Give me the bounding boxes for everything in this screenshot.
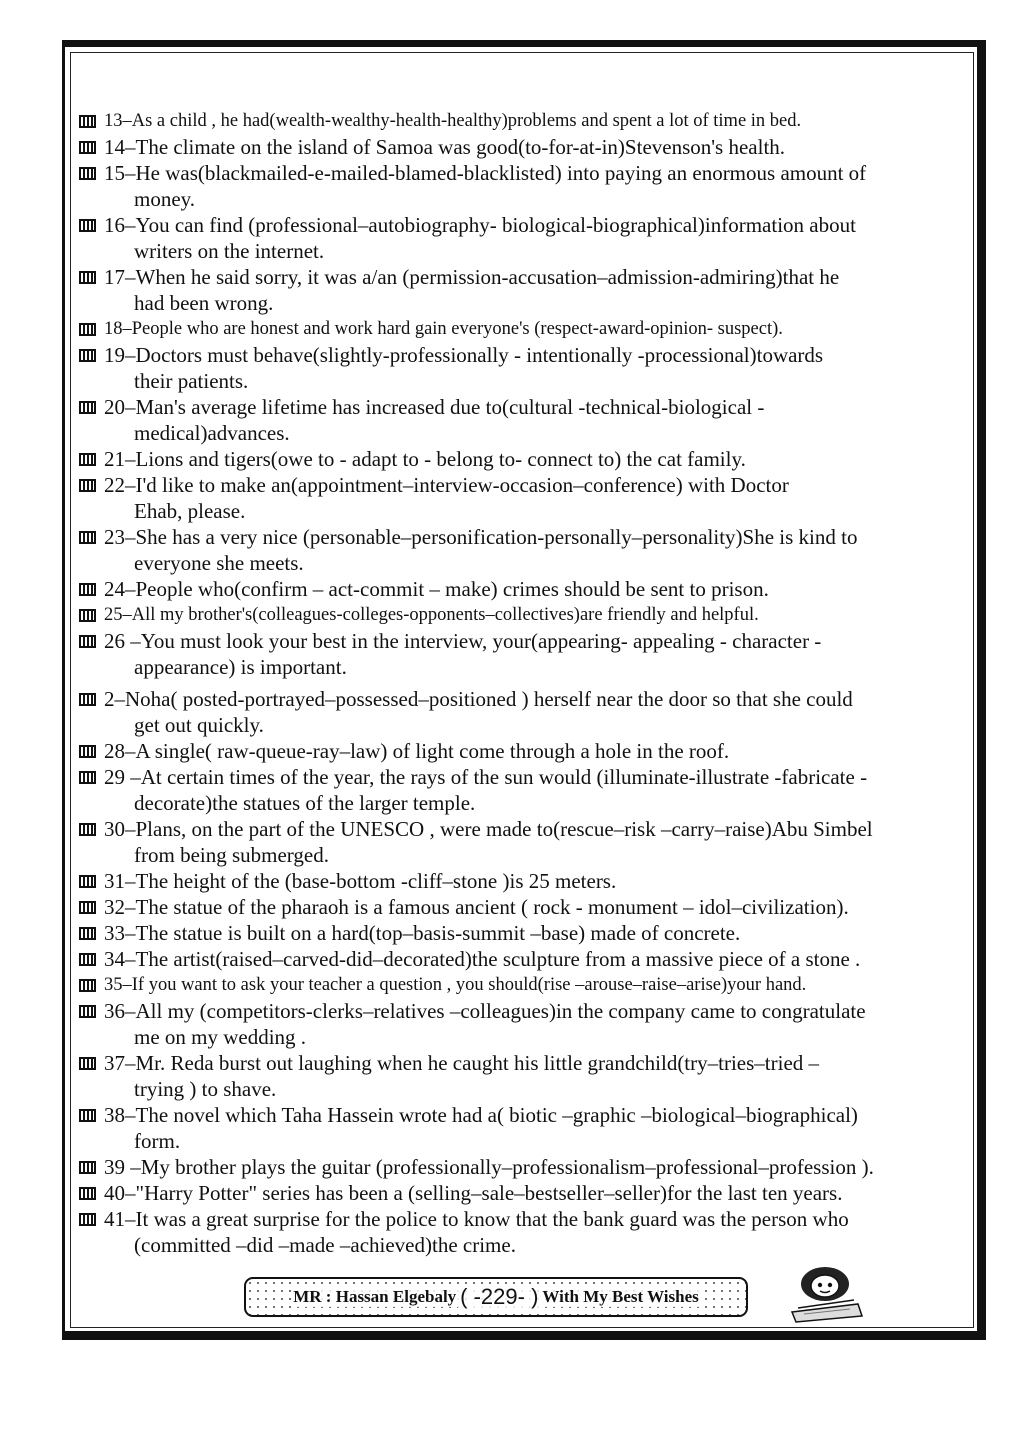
question-number: 23 <box>104 525 125 549</box>
question-text-continued: (committed –did –made –achieved)the crime. <box>134 1233 516 1257</box>
question-text: –Lions and tigers(owe to - adapt to - belong to- connect to) the cat family. <box>125 447 746 471</box>
book-bullet-icon <box>79 323 96 336</box>
question-item <box>78 816 970 868</box>
question-number: 26 <box>104 629 125 653</box>
question-item <box>78 108 970 134</box>
question-text: –She has a very nice (personable–personification-personally–personality)She is kind to <box>125 525 858 549</box>
book-bullet-icon <box>79 1187 96 1200</box>
book-bullet-icon <box>79 875 96 888</box>
book-bullet-icon <box>79 693 96 706</box>
question-text: –Man's average lifetime has increased due to(cultural -technical-biological - <box>125 395 765 419</box>
question-item <box>78 472 970 524</box>
question-text: –The statue of the pharaoh is a famous ancient ( rock - monument – idol–civilization). <box>125 895 849 919</box>
question-text-continued: get out quickly. <box>134 713 264 737</box>
question-item <box>78 894 970 920</box>
question-text: –When he said sorry, it was a/an (permission-accusation–admission-admiring)that he <box>125 265 840 289</box>
question-text-continued: appearance) is important. <box>134 655 347 679</box>
book-bullet-icon <box>79 453 96 466</box>
question-text-continued: from being submerged. <box>134 843 329 867</box>
question-text: –You must look your best in the interview, your(appearing- appealing - character - <box>125 629 822 653</box>
book-bullet-icon <box>79 1057 96 1070</box>
footer-author: MR : Hassan Elgebaly <box>293 1287 457 1306</box>
question-number: 29 <box>104 765 125 789</box>
question-item <box>78 946 970 972</box>
question-item <box>78 264 970 316</box>
question-list <box>78 108 970 1258</box>
question-text: –If you want to ask your teacher a question , you should(rise –arouse–raise–arise)your hand. <box>122 975 807 995</box>
question-number: 40 <box>104 1181 125 1205</box>
question-item <box>78 212 970 264</box>
question-item <box>78 602 970 628</box>
question-number: 22 <box>104 473 125 497</box>
question-text-continued: Ehab, please. <box>134 499 246 523</box>
question-text-continued: everyone she meets. <box>134 551 304 575</box>
question-text: –Mr. Reda burst out laughing when he caught his little grandchild(try–tries–tried – <box>125 1051 820 1075</box>
question-item <box>78 1206 970 1258</box>
question-text-continued: trying ) to shave. <box>134 1077 277 1101</box>
book-bullet-icon <box>79 635 96 648</box>
question-number: 34 <box>104 947 125 971</box>
question-number: 25 <box>104 605 123 625</box>
page-number: ( -229- ) <box>460 1284 539 1309</box>
question-item <box>78 686 970 738</box>
question-text: –All my (competitors-clerks–relatives –colleagues)in the company came to congratulate <box>125 999 866 1023</box>
question-item <box>78 134 970 160</box>
question-item <box>78 972 970 998</box>
question-item <box>78 998 970 1050</box>
question-text: –You can find (professional–autobiography- biological-biographical)information about <box>125 213 856 237</box>
question-text: –People who are honest and work hard gain everyone's (respect-award-opinion- suspect). <box>122 319 783 339</box>
question-item <box>78 160 970 212</box>
book-bullet-icon <box>79 771 96 784</box>
question-text: –The height of the (base-bottom -cliff–stone )is 25 meters. <box>125 869 617 893</box>
question-text: –Plans, on the part of the UNESCO , were made to(rescue–risk –carry–raise)Abu Simbel <box>125 817 873 841</box>
book-bullet-icon <box>79 1109 96 1122</box>
question-text: –The artist(raised–carved-did–decorated)the sculpture from a massive piece of a stone . <box>125 947 861 971</box>
question-text: –"Harry Potter" series has been a (selling–sale–bestseller–seller)for the last ten years. <box>125 1181 843 1205</box>
book-bullet-icon <box>79 823 96 836</box>
book-bullet-icon <box>79 219 96 232</box>
question-text: –Noha( posted-portrayed–possessed–positioned ) herself near the door so that she could <box>114 687 853 711</box>
question-number: 18 <box>104 319 123 339</box>
question-text-continued: writers on the internet. <box>134 239 325 263</box>
question-item <box>78 1154 970 1180</box>
question-text: –All my brother's(colleagues-colleges-opponents–collectives)are friendly and helpful. <box>122 605 759 625</box>
question-item <box>78 1102 970 1154</box>
question-text: –The statue is built on a hard(top–basis-summit –base) made of concrete. <box>125 921 741 945</box>
book-bullet-icon <box>79 979 96 992</box>
footer-wishes: With My Best Wishes <box>542 1287 699 1306</box>
question-text: –It was a great surprise for the police to know that the bank guard was the person who <box>125 1207 849 1231</box>
book-bullet-icon <box>79 1161 96 1174</box>
question-number: 15 <box>104 161 125 185</box>
question-text: –The climate on the island of Samoa was good(to-for-at-in)Stevenson's health. <box>125 135 786 159</box>
book-bullet-icon <box>79 927 96 940</box>
question-item <box>78 1180 970 1206</box>
question-number: 19 <box>104 343 125 367</box>
question-number: 35 <box>104 975 123 995</box>
question-text: –I'd like to make an(appointment–interview-occasion–conference) with Doctor <box>125 473 789 497</box>
question-number: 13 <box>104 111 123 131</box>
question-item <box>78 738 970 764</box>
question-text-continued: had been wrong. <box>134 291 274 315</box>
question-number: 17 <box>104 265 125 289</box>
question-item <box>78 524 970 576</box>
book-bullet-icon <box>79 167 96 180</box>
question-item <box>78 446 970 472</box>
book-bullet-icon <box>79 349 96 362</box>
question-text: –At certain times of the year, the rays of the sun would (illuminate-illustrate -fabricate - <box>125 765 868 789</box>
book-bullet-icon <box>79 479 96 492</box>
question-number: 36 <box>104 999 125 1023</box>
question-item <box>78 576 970 602</box>
question-item <box>78 316 970 342</box>
question-number: 30 <box>104 817 125 841</box>
book-bullet-icon <box>79 583 96 596</box>
question-item <box>78 868 970 894</box>
question-text-continued: me on my wedding . <box>134 1025 307 1049</box>
question-text: –The novel which Taha Hassein wrote had a( biotic –graphic –biological–biographical) <box>125 1103 858 1127</box>
question-text: –As a child , he had(wealth-wealthy-health-healthy)problems and spent a lot of time in bed. <box>122 111 802 131</box>
question-number: 28 <box>104 739 125 763</box>
question-number: 37 <box>104 1051 125 1075</box>
book-bullet-icon <box>79 531 96 544</box>
book-bullet-icon <box>79 901 96 914</box>
question-number: 39 <box>104 1155 125 1179</box>
book-bullet-icon <box>79 1213 96 1226</box>
question-number: 20 <box>104 395 125 419</box>
book-bullet-icon <box>79 609 96 622</box>
question-number: 32 <box>104 895 125 919</box>
question-text: –A single( raw-queue-ray–law) of light come through a hole in the roof. <box>125 739 730 763</box>
question-number: 2 <box>104 687 115 711</box>
book-bullet-icon <box>79 271 96 284</box>
question-text: –Doctors must behave(slightly-professionally - intentionally -processional)towards <box>125 343 824 367</box>
question-number: 33 <box>104 921 125 945</box>
question-item <box>78 342 970 394</box>
question-number: 24 <box>104 577 125 601</box>
question-item <box>78 1050 970 1102</box>
book-bullet-icon <box>79 745 96 758</box>
teacher-mascot-icon <box>784 1262 866 1326</box>
question-number: 41 <box>104 1207 125 1231</box>
book-bullet-icon <box>79 141 96 154</box>
question-text-continued: their patients. <box>134 369 249 393</box>
question-text-continued: medical)advances. <box>134 421 290 445</box>
question-number: 38 <box>104 1103 125 1127</box>
question-number: 14 <box>104 135 125 159</box>
book-bullet-icon <box>79 115 96 128</box>
question-item <box>78 920 970 946</box>
question-item <box>78 764 970 816</box>
question-item <box>78 394 970 446</box>
question-text-continued: decorate)the statues of the larger temple. <box>134 791 476 815</box>
book-bullet-icon <box>79 401 96 414</box>
question-number: 31 <box>104 869 125 893</box>
book-bullet-icon <box>79 1005 96 1018</box>
question-text: –People who(confirm – act-commit – make) crimes should be sent to prison. <box>125 577 769 601</box>
footer-banner <box>244 1277 748 1317</box>
book-bullet-icon <box>79 953 96 966</box>
question-text-continued: form. <box>134 1129 181 1153</box>
question-text-continued: money. <box>134 187 196 211</box>
question-text: –My brother plays the guitar (professionally–professionalism–professional–profession ). <box>125 1155 874 1179</box>
question-number: 21 <box>104 447 125 471</box>
question-text: –He was(blackmailed-e-mailed-blamed-blacklisted) into paying an enormous amount of <box>125 161 867 185</box>
question-item <box>78 628 970 680</box>
question-number: 16 <box>104 213 125 237</box>
